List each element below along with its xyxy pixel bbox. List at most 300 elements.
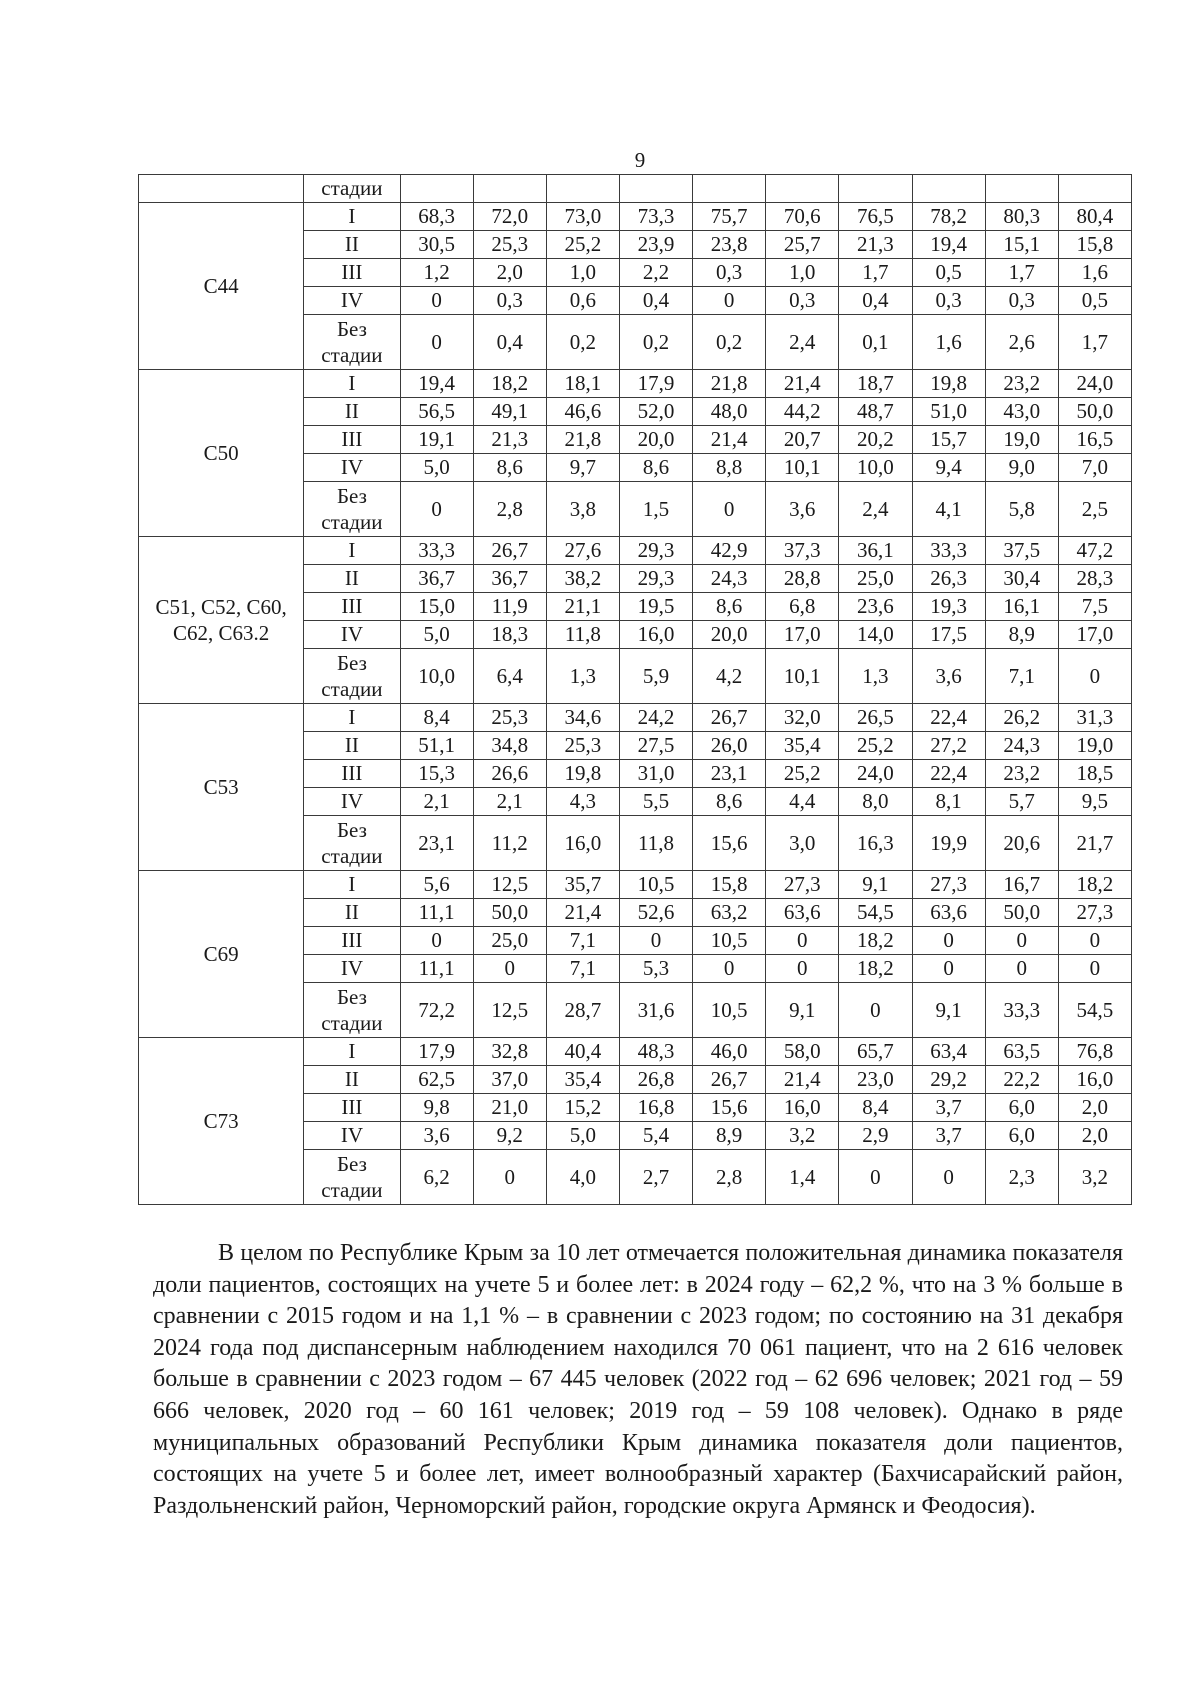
value-cell: 4,1 [912, 482, 985, 537]
value-cell: 62,5 [400, 1066, 473, 1094]
icd-code-cell: С73 [139, 1038, 304, 1205]
value-cell: 27,3 [1058, 899, 1131, 927]
value-cell: 18,2 [839, 955, 912, 983]
value-cell: 76,8 [1058, 1038, 1131, 1066]
stage-cell: IV [304, 1122, 400, 1150]
value-cell: 21,4 [766, 370, 839, 398]
value-cell: 10,5 [619, 871, 692, 899]
value-cell: 29,3 [619, 537, 692, 565]
value-cell: 19,0 [985, 426, 1058, 454]
value-cell: 26,0 [693, 732, 766, 760]
value-cell: 0,3 [693, 259, 766, 287]
value-cell: 2,3 [985, 1150, 1058, 1205]
value-cell: 36,1 [839, 537, 912, 565]
stage-cell: IV [304, 788, 400, 816]
value-cell: 1,5 [619, 482, 692, 537]
icd-code-cell: С69 [139, 871, 304, 1038]
value-cell: 15,3 [400, 760, 473, 788]
value-cell: 3,7 [912, 1094, 985, 1122]
value-cell: 23,2 [985, 370, 1058, 398]
value-cell: 5,5 [619, 788, 692, 816]
value-cell: 8,9 [693, 1122, 766, 1150]
value-cell: 0,3 [912, 287, 985, 315]
value-cell: 8,0 [839, 788, 912, 816]
value-cell: 40,4 [546, 1038, 619, 1066]
value-cell: 0,2 [693, 315, 766, 370]
value-cell: 73,3 [619, 203, 692, 231]
value-cell: 28,7 [546, 983, 619, 1038]
value-cell: 21,4 [693, 426, 766, 454]
value-cell: 2,0 [473, 259, 546, 287]
value-cell: 0 [1058, 955, 1131, 983]
value-cell: 63,4 [912, 1038, 985, 1066]
value-cell: 1,4 [766, 1150, 839, 1205]
table-row [139, 1038, 1132, 1066]
icd-code-cell: С50 [139, 370, 304, 537]
value-cell: 78,2 [912, 203, 985, 231]
value-cell: 65,7 [839, 1038, 912, 1066]
value-cell: 37,5 [985, 537, 1058, 565]
value-cell: 10,1 [766, 454, 839, 482]
value-cell: 7,1 [985, 649, 1058, 704]
value-cell: 24,0 [1058, 370, 1131, 398]
value-cell: 18,2 [1058, 871, 1131, 899]
value-cell: 9,5 [1058, 788, 1131, 816]
stage-cell: I [304, 370, 400, 398]
value-cell: 0 [912, 927, 985, 955]
value-cell: 16,0 [619, 621, 692, 649]
value-cell: 25,2 [546, 231, 619, 259]
value-cell: 3,0 [766, 816, 839, 871]
value-cell: 31,0 [619, 760, 692, 788]
value-cell: 1,0 [766, 259, 839, 287]
value-cell: 10,5 [693, 927, 766, 955]
value-cell: 35,4 [546, 1066, 619, 1094]
value-cell: 1,3 [839, 649, 912, 704]
value-cell: 26,7 [693, 1066, 766, 1094]
value-cell: 12,5 [473, 871, 546, 899]
value-cell: 11,8 [546, 621, 619, 649]
paragraph-text: В целом по Республике Крым за 10 лет отмечается положительная динамика показателя доли пациентов, состоящих на учете 5 и более лет: в 2024 году – 62,2 %, что на 3 % больше в сравнении с 2015 годом и на 1,1 % – в сравнении с 2023 годом; по состоянию на 31 декабря 2024 года под диспансерным наблюдением находился 70 061 пациент, что на 2 616 человек больше в сравнении с 2023 годом – 67 445 человек (2022 год – 62 696 человек; 2021 год – 59 666 человек, 2020 год – 60 161 человек; 2019 год – 59 108 человек). Однако в ряде муниципальных образований Республики Крым динамика показателя доли пациентов, состоящих на учете 5 и более лет, имеет волнообразный характер (Бахчисарайский район, Раздольненский район, Черноморский район, городские округа Армянск и Феодосия). [153, 1240, 1123, 1519]
value-cell: 0,5 [912, 259, 985, 287]
value-cell: 28,3 [1058, 565, 1131, 593]
value-cell: 2,4 [766, 315, 839, 370]
icd-code-cell: С51, С52, С60, С62, С63.2 [139, 537, 304, 704]
stage-cell: II [304, 732, 400, 760]
value-cell: 31,3 [1058, 704, 1131, 732]
value-cell: 31,6 [619, 983, 692, 1038]
value-cell: 18,5 [1058, 760, 1131, 788]
value-cell: 0 [473, 1150, 546, 1205]
value-cell: 3,7 [912, 1122, 985, 1150]
value-cell: 70,6 [766, 203, 839, 231]
value-cell: 50,0 [1058, 398, 1131, 426]
value-cell: 58,0 [766, 1038, 839, 1066]
value-cell: 25,3 [473, 231, 546, 259]
stage-cell: IV [304, 454, 400, 482]
value-cell: 21,3 [473, 426, 546, 454]
value-cell: 2,6 [985, 315, 1058, 370]
value-cell: 6,2 [400, 1150, 473, 1205]
value-cell: 0 [985, 927, 1058, 955]
value-cell: 5,0 [400, 621, 473, 649]
value-cell: 16,0 [766, 1094, 839, 1122]
table-cell [400, 175, 473, 203]
value-cell: 4,4 [766, 788, 839, 816]
value-cell: 23,0 [839, 1066, 912, 1094]
value-cell: 11,9 [473, 593, 546, 621]
value-cell: 0 [473, 955, 546, 983]
value-cell: 48,7 [839, 398, 912, 426]
value-cell: 48,0 [693, 398, 766, 426]
value-cell: 8,6 [619, 454, 692, 482]
value-cell: 21,7 [1058, 816, 1131, 871]
value-cell: 8,6 [693, 593, 766, 621]
value-cell: 4,0 [546, 1150, 619, 1205]
value-cell: 0,4 [839, 287, 912, 315]
value-cell: 0 [985, 955, 1058, 983]
value-cell: 4,3 [546, 788, 619, 816]
value-cell: 23,9 [619, 231, 692, 259]
stage-cell: III [304, 1094, 400, 1122]
value-cell: 0 [693, 482, 766, 537]
value-cell: 27,6 [546, 537, 619, 565]
value-cell: 15,6 [693, 816, 766, 871]
value-cell: 9,1 [766, 983, 839, 1038]
value-cell: 18,2 [839, 927, 912, 955]
table-cell [693, 175, 766, 203]
value-cell: 8,4 [400, 704, 473, 732]
value-cell: 10,5 [693, 983, 766, 1038]
value-cell: 8,9 [985, 621, 1058, 649]
table-cell [839, 175, 912, 203]
value-cell: 17,0 [1058, 621, 1131, 649]
value-cell: 2,0 [1058, 1094, 1131, 1122]
value-cell: 0,4 [473, 315, 546, 370]
value-cell: 21,8 [546, 426, 619, 454]
value-cell: 25,0 [473, 927, 546, 955]
value-cell: 23,2 [985, 760, 1058, 788]
value-cell: 6,8 [766, 593, 839, 621]
value-cell: 26,2 [985, 704, 1058, 732]
value-cell: 54,5 [839, 899, 912, 927]
stage-cell: III [304, 259, 400, 287]
value-cell: 12,5 [473, 983, 546, 1038]
value-cell: 25,2 [766, 760, 839, 788]
stage-cell: IV [304, 955, 400, 983]
value-cell: 27,5 [619, 732, 692, 760]
value-cell: 9,7 [546, 454, 619, 482]
value-cell: 16,1 [985, 593, 1058, 621]
value-cell: 20,0 [619, 426, 692, 454]
value-cell: 9,8 [400, 1094, 473, 1122]
value-cell: 6,0 [985, 1094, 1058, 1122]
value-cell: 1,2 [400, 259, 473, 287]
value-cell: 16,5 [1058, 426, 1131, 454]
value-cell: 33,3 [985, 983, 1058, 1038]
stage-cell: I [304, 203, 400, 231]
table-cell [1058, 175, 1131, 203]
value-cell: 2,8 [693, 1150, 766, 1205]
value-cell: 16,3 [839, 816, 912, 871]
value-cell: 26,8 [619, 1066, 692, 1094]
value-cell: 15,8 [693, 871, 766, 899]
value-cell: 0 [839, 1150, 912, 1205]
value-cell: 5,0 [400, 454, 473, 482]
value-cell: 8,6 [473, 454, 546, 482]
value-cell: 29,3 [619, 565, 692, 593]
value-cell: 22,2 [985, 1066, 1058, 1094]
value-cell: 19,8 [546, 760, 619, 788]
value-cell: 20,6 [985, 816, 1058, 871]
stage-cell: IV [304, 621, 400, 649]
page-number: 9 [634, 148, 646, 172]
value-cell: 0 [766, 955, 839, 983]
value-cell: 27,2 [912, 732, 985, 760]
value-cell: 19,5 [619, 593, 692, 621]
value-cell: 0 [400, 482, 473, 537]
value-cell: 15,7 [912, 426, 985, 454]
table-cell [139, 175, 304, 203]
value-cell: 32,0 [766, 704, 839, 732]
value-cell: 35,7 [546, 871, 619, 899]
stage-cell: I [304, 1038, 400, 1066]
value-cell: 2,9 [839, 1122, 912, 1150]
stage-distribution-table [138, 174, 1132, 1205]
stage-cell: Без стадии [304, 1150, 400, 1205]
body-paragraph [153, 1238, 1123, 1522]
stage-cell: IV [304, 287, 400, 315]
value-cell: 1,7 [985, 259, 1058, 287]
value-cell: 0 [912, 955, 985, 983]
value-cell: 27,3 [912, 871, 985, 899]
value-cell: 52,6 [619, 899, 692, 927]
value-cell: 80,4 [1058, 203, 1131, 231]
value-cell: 2,4 [839, 482, 912, 537]
value-cell: 22,4 [912, 704, 985, 732]
value-cell: 18,1 [546, 370, 619, 398]
value-cell: 1,0 [546, 259, 619, 287]
value-cell: 10,0 [839, 454, 912, 482]
stage-header-cell: стадии [304, 175, 400, 203]
value-cell: 15,0 [400, 593, 473, 621]
value-cell: 15,2 [546, 1094, 619, 1122]
value-cell: 36,7 [400, 565, 473, 593]
icd-code-cell: С53 [139, 704, 304, 871]
stage-cell: III [304, 760, 400, 788]
table-row [139, 704, 1132, 732]
value-cell: 23,1 [693, 760, 766, 788]
value-cell: 63,6 [766, 899, 839, 927]
value-cell: 7,1 [546, 955, 619, 983]
value-cell: 37,0 [473, 1066, 546, 1094]
value-cell: 17,5 [912, 621, 985, 649]
value-cell: 2,7 [619, 1150, 692, 1205]
value-cell: 17,9 [400, 1038, 473, 1066]
value-cell: 8,4 [839, 1094, 912, 1122]
stage-cell: II [304, 899, 400, 927]
value-cell: 21,0 [473, 1094, 546, 1122]
value-cell: 38,2 [546, 565, 619, 593]
value-cell: 16,0 [1058, 1066, 1131, 1094]
value-cell: 32,8 [473, 1038, 546, 1066]
value-cell: 15,1 [985, 231, 1058, 259]
value-cell: 48,3 [619, 1038, 692, 1066]
value-cell: 5,7 [985, 788, 1058, 816]
stage-cell: Без стадии [304, 315, 400, 370]
value-cell: 18,2 [473, 370, 546, 398]
table-row [139, 871, 1132, 899]
value-cell: 76,5 [839, 203, 912, 231]
value-cell: 21,4 [546, 899, 619, 927]
table-cell [985, 175, 1058, 203]
value-cell: 2,1 [400, 788, 473, 816]
value-cell: 9,0 [985, 454, 1058, 482]
stage-cell: II [304, 565, 400, 593]
value-cell: 49,1 [473, 398, 546, 426]
value-cell: 3,8 [546, 482, 619, 537]
table-cell [546, 175, 619, 203]
value-cell: 1,6 [1058, 259, 1131, 287]
value-cell: 8,8 [693, 454, 766, 482]
value-cell: 80,3 [985, 203, 1058, 231]
table-header-row [139, 175, 1132, 203]
value-cell: 51,1 [400, 732, 473, 760]
table-cell [766, 175, 839, 203]
value-cell: 25,0 [839, 565, 912, 593]
value-cell: 46,6 [546, 398, 619, 426]
value-cell: 2,1 [473, 788, 546, 816]
value-cell: 0 [693, 287, 766, 315]
table-cell [912, 175, 985, 203]
value-cell: 22,4 [912, 760, 985, 788]
stage-cell: II [304, 231, 400, 259]
value-cell: 16,8 [619, 1094, 692, 1122]
value-cell: 30,4 [985, 565, 1058, 593]
stage-cell: I [304, 537, 400, 565]
value-cell: 6,4 [473, 649, 546, 704]
stage-cell: II [304, 398, 400, 426]
value-cell: 7,1 [546, 927, 619, 955]
value-cell: 47,2 [1058, 537, 1131, 565]
value-cell: 18,3 [473, 621, 546, 649]
value-cell: 26,5 [839, 704, 912, 732]
value-cell: 0,5 [1058, 287, 1131, 315]
value-cell: 0 [839, 983, 912, 1038]
value-cell: 15,6 [693, 1094, 766, 1122]
value-cell: 5,8 [985, 482, 1058, 537]
table-row [139, 203, 1132, 231]
value-cell: 0 [766, 927, 839, 955]
value-cell: 23,8 [693, 231, 766, 259]
stage-cell: I [304, 871, 400, 899]
value-cell: 42,9 [693, 537, 766, 565]
value-cell: 30,5 [400, 231, 473, 259]
table-row [139, 537, 1132, 565]
table-cell [619, 175, 692, 203]
value-cell: 3,2 [766, 1122, 839, 1150]
value-cell: 44,2 [766, 398, 839, 426]
stage-cell: Без стадии [304, 482, 400, 537]
value-cell: 63,5 [985, 1038, 1058, 1066]
value-cell: 9,1 [912, 983, 985, 1038]
value-cell: 19,1 [400, 426, 473, 454]
value-cell: 8,1 [912, 788, 985, 816]
value-cell: 17,9 [619, 370, 692, 398]
stage-cell: Без стадии [304, 816, 400, 871]
value-cell: 11,8 [619, 816, 692, 871]
value-cell: 8,6 [693, 788, 766, 816]
stage-cell: I [304, 704, 400, 732]
value-cell: 34,6 [546, 704, 619, 732]
value-cell: 35,4 [766, 732, 839, 760]
value-cell: 20,7 [766, 426, 839, 454]
value-cell: 20,0 [693, 621, 766, 649]
value-cell: 2,5 [1058, 482, 1131, 537]
value-cell: 54,5 [1058, 983, 1131, 1038]
value-cell: 68,3 [400, 203, 473, 231]
stage-cell: III [304, 593, 400, 621]
value-cell: 26,7 [693, 704, 766, 732]
value-cell: 75,7 [693, 203, 766, 231]
value-cell: 0 [912, 1150, 985, 1205]
value-cell: 0 [1058, 649, 1131, 704]
value-cell: 3,6 [912, 649, 985, 704]
value-cell: 50,0 [473, 899, 546, 927]
value-cell: 3,6 [400, 1122, 473, 1150]
value-cell: 18,7 [839, 370, 912, 398]
value-cell: 6,0 [985, 1122, 1058, 1150]
value-cell: 0,2 [619, 315, 692, 370]
value-cell: 3,6 [766, 482, 839, 537]
stage-cell: Без стадии [304, 983, 400, 1038]
value-cell: 27,3 [766, 871, 839, 899]
value-cell: 9,2 [473, 1122, 546, 1150]
value-cell: 51,0 [912, 398, 985, 426]
value-cell: 33,3 [912, 537, 985, 565]
value-cell: 1,3 [546, 649, 619, 704]
value-cell: 20,2 [839, 426, 912, 454]
value-cell: 0 [619, 927, 692, 955]
value-cell: 46,0 [693, 1038, 766, 1066]
value-cell: 25,2 [839, 732, 912, 760]
value-cell: 24,0 [839, 760, 912, 788]
value-cell: 10,1 [766, 649, 839, 704]
value-cell: 23,1 [400, 816, 473, 871]
value-cell: 5,9 [619, 649, 692, 704]
value-cell: 19,4 [400, 370, 473, 398]
stage-cell: Без стадии [304, 649, 400, 704]
icd-code-cell: С44 [139, 203, 304, 370]
value-cell: 0,3 [985, 287, 1058, 315]
value-cell: 21,4 [766, 1066, 839, 1094]
stage-cell: III [304, 426, 400, 454]
value-cell: 11,1 [400, 955, 473, 983]
value-cell: 25,3 [473, 704, 546, 732]
table-row [139, 370, 1132, 398]
value-cell: 21,1 [546, 593, 619, 621]
value-cell: 25,3 [546, 732, 619, 760]
value-cell: 0 [693, 955, 766, 983]
value-cell: 26,6 [473, 760, 546, 788]
value-cell: 2,0 [1058, 1122, 1131, 1150]
value-cell: 16,7 [985, 871, 1058, 899]
value-cell: 29,2 [912, 1066, 985, 1094]
value-cell: 21,8 [693, 370, 766, 398]
value-cell: 15,8 [1058, 231, 1131, 259]
value-cell: 7,0 [1058, 454, 1131, 482]
value-cell: 34,8 [473, 732, 546, 760]
